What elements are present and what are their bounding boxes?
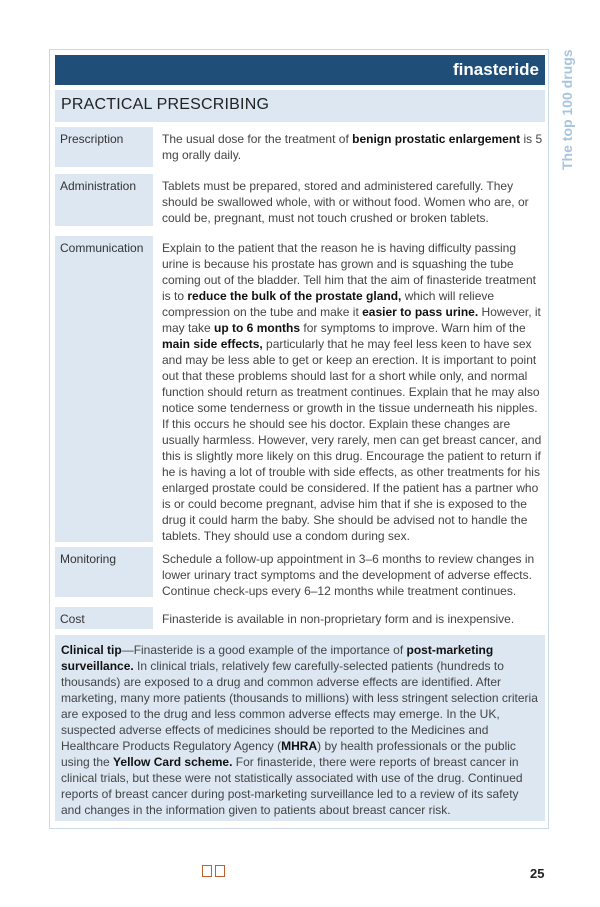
row-content-communication: [162, 240, 544, 544]
row-content-cost: Finasteride is available in non-proprietary form and is inexpensive.: [162, 612, 515, 626]
bold-run: Clinical tip: [61, 643, 122, 657]
row-content-monitoring: Schedule a follow-up appointment in 3–6 months to review changes in lower urinary tract symptoms and the development of adverse effects. Continue check-ups every 6–12 months while treatment continues.: [162, 552, 535, 598]
section-heading: [55, 90, 545, 122]
page-number: 25: [530, 866, 545, 881]
text-run: In clinical trials, relatively few carefully-selected patients (hundreds to thousands) are exposed to a drug and common adverse effects are identified. After marketing, many more patients (thousands to millions) with less stringent selection criteria are exposed to the drug and less common adverse effects may emerge. In the UK, suspected adverse effects of medicines should be reported to the Medicines and Healthcare Products Regulatory Agency (: [61, 659, 538, 753]
bold-run: reduce the bulk of the prostate gland,: [187, 289, 402, 303]
row-monitoring: [55, 547, 545, 597]
bold-run: benign prostatic enlargement: [352, 132, 521, 146]
text-run: The usual dose for the treatment of: [162, 132, 353, 146]
row-content-prescription: [162, 131, 544, 163]
footer-ornament-icon: [202, 864, 232, 880]
drug-header-bar: [55, 55, 545, 85]
section-heading-text: PRACTICAL PRESCRIBING: [61, 96, 270, 113]
text-run: is 5 mg orally daily.: [162, 132, 543, 162]
row-content-administration: Tablets must be prepared, stored and administered carefully. They should be swallowed whole, with or without food. Women who are, or could be, pregnant, must not touch crushed or broken tablets.: [162, 179, 529, 225]
bold-run: post-marketing surveillance.: [61, 643, 494, 673]
drug-title: finasteride: [453, 60, 539, 79]
bold-run: Yellow Card scheme.: [113, 755, 233, 769]
row-label-communication: Communication: [55, 236, 153, 542]
row-label-monitoring: Monitoring: [55, 547, 153, 597]
side-tab: [550, 50, 588, 180]
text-run: —Finasteride is a good example of the importance of: [121, 643, 407, 657]
text-run: ) by health professionals or the public using the: [61, 739, 516, 769]
side-tab-label: The top 100 drugs: [559, 49, 575, 170]
text-run: for symptoms to improve. Warn him of the: [300, 321, 526, 335]
row-communication: [55, 236, 545, 542]
bold-run: MHRA: [281, 739, 318, 753]
row-administration: [55, 174, 545, 226]
row-cost: [55, 607, 545, 629]
bold-run: main side effects,: [162, 337, 263, 351]
text-run: However, it may take: [162, 305, 541, 335]
row-label-prescription: Prescription: [55, 127, 153, 167]
text-run: which will relieve compression on the tube and make it: [162, 289, 495, 319]
bold-run: up to 6 months: [214, 321, 301, 335]
row-label-cost: Cost: [55, 607, 153, 629]
text-run: Explain to the patient that the reason he is having difficulty passing urine is because his prostate has grown and is squashing the tube coming out of the bladder. Tell him that the aim of finasteride treatment is to: [162, 241, 536, 303]
row-prescription: [55, 127, 545, 167]
text-run: particularly that he may feel less keen to have sex and may be less able to get or keep an erection. It is important to point out that these problems should last for a short while only, and normal function should return as treatment continues. Explain that he may also notice some tenderness or growth in the tissue underneath his nipples. If this occurs he should see his doctor. Explain these changes are usually harmless. However, very rarely, men can get breast cancer, and this is slightly more likely on this drug. Encourage the patient to return if he is having a lot of trouble with side effects, as other treatments for his enlarged prostate could be considered. If the patient has a partner who is or could become pregnant, advise him that if she is exposed to the drug it could harm the baby. She should be advised not to handle the tablets. They should use a condom during sex.: [162, 337, 542, 543]
bold-run: easier to pass urine.: [362, 305, 479, 319]
text-run: For finasteride, there were reports of breast cancer in clinical trials, but these were not statistically associated with use of the drug. Continued reports of breast cancer during post-marketing surveillance led to a review of its safety and changes in the information given to patients about breast cancer risk.: [61, 755, 523, 817]
row-label-administration: Administration: [55, 174, 153, 226]
clinical-tip-box: [55, 635, 545, 821]
